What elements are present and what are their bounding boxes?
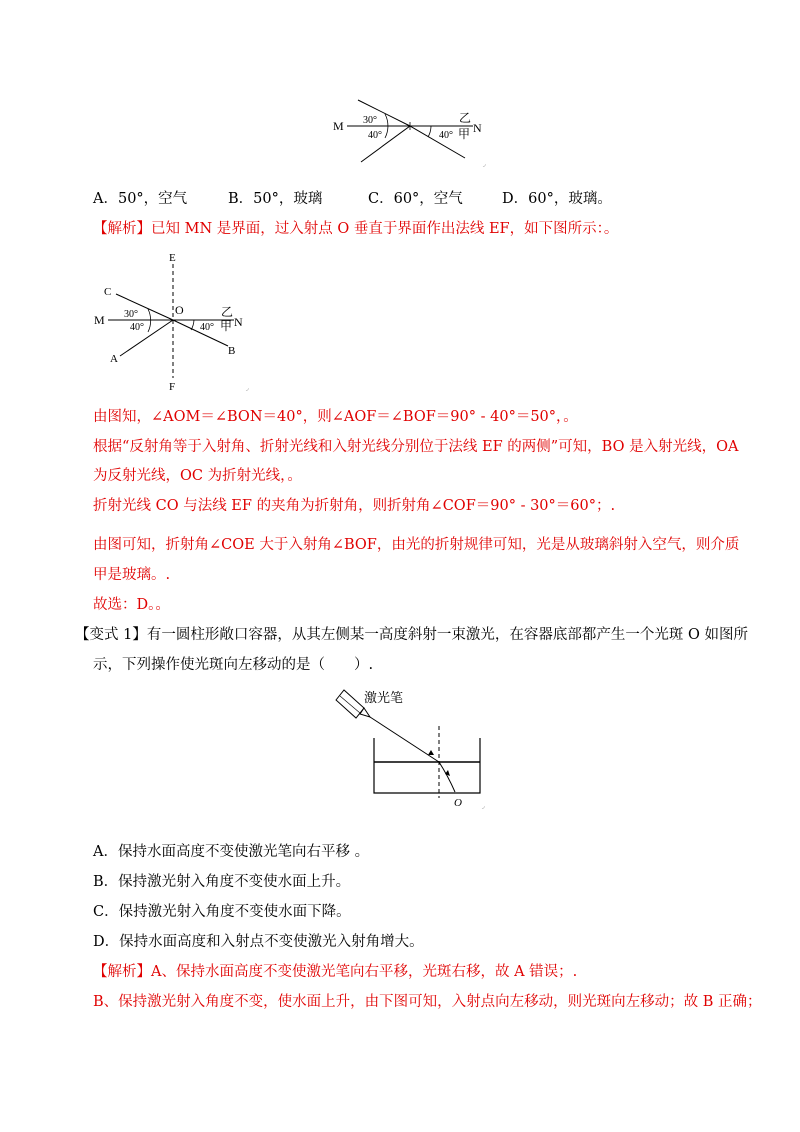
- analysis-line-3: 为反射光线，OC 为折射光线，。: [93, 468, 302, 484]
- analysis2-line-1: [93, 962, 577, 982]
- label-m: M: [94, 313, 105, 327]
- label-yi: 乙: [459, 111, 472, 125]
- refracted-beam: [439, 762, 455, 792]
- label-a: A: [110, 353, 118, 365]
- analysis-tag: 【解析】: [93, 221, 151, 237]
- beam-arrow: [428, 750, 434, 755]
- analysis-intro-text: 已知 MN 是界面，过入射点 O 垂直于界面作出法线 EF，如下图所示：。: [151, 221, 619, 237]
- angle-arc-right: [428, 126, 431, 137]
- label-jia: 甲: [220, 319, 233, 333]
- analysis-line-1: 由图知，∠AOM＝∠BON＝40°，则∠AOF＝∠BOF＝90° - 40°＝50°，。: [93, 409, 578, 425]
- label-40-right: 40°: [439, 130, 453, 141]
- analysis2-text-1: A、保持水面高度不变使激光笔向右平移，光斑右移，故 A 错误；.: [151, 964, 578, 980]
- figure-laser-container: [330, 688, 495, 813]
- variant-option-b[interactable]: B．保持激光射入角度不变使水面上升。: [93, 874, 351, 890]
- variant-option-c[interactable]: C．保持激光射入角度不变使水面下降。: [93, 904, 351, 920]
- option-d[interactable]: D．60°，玻璃。: [502, 191, 612, 207]
- analysis2-line-2: B、保持激光射入角度不变，使水面上升，由下图可知，入射点向左移动，则光斑向左移动；故 B 正确；: [93, 994, 762, 1010]
- analysis-line-2: 根据“反射角等于入射角、折射光线和入射光线分别位于法线 EF 的两侧”可知，BO 是入射光线，OA: [93, 439, 739, 455]
- label-30: 30°: [124, 309, 138, 320]
- label-yi: 乙: [221, 305, 234, 319]
- refracted-arrow: [445, 770, 450, 776]
- label-40-left: 40°: [130, 322, 144, 333]
- paragraph-mark: ◞: [246, 384, 249, 392]
- variant-option-a[interactable]: A．保持水面高度不变使激光笔向右平移 。: [93, 844, 370, 860]
- label-40-right: 40°: [200, 322, 214, 333]
- label-c: C: [104, 286, 112, 298]
- analysis2-tag: 【解析】: [93, 964, 151, 980]
- figure-refraction-1: [325, 92, 495, 170]
- ray-oa: [120, 320, 173, 356]
- label-n: N: [234, 315, 243, 329]
- label-e: E: [169, 252, 176, 264]
- label-jia: 甲: [458, 127, 471, 141]
- variant-text-1: 有一圆柱形敞口容器，从其左侧某一高度斜射一束激光，在容器底部都产生一个光斑 O 如图所: [146, 627, 748, 643]
- container-outline: [374, 738, 480, 793]
- analysis-line-6: 甲是玻璃。.: [93, 567, 171, 583]
- variant-option-d[interactable]: D．保持水面高度和入射点不变使激光入射角增大。: [93, 934, 424, 950]
- option-c[interactable]: C．60°，空气: [368, 191, 463, 207]
- analysis-intro: [93, 219, 618, 239]
- analysis-line-5: 由图可知，折射角∠COE 大于入射角∠BOF，由光的折射规律可知，光是从玻璃斜射入空气，则介质: [93, 537, 740, 553]
- label-40-left: 40°: [368, 130, 382, 141]
- label-o: O: [175, 303, 184, 317]
- label-f: F: [169, 381, 176, 393]
- figure-refraction-2: [88, 250, 258, 395]
- option-a[interactable]: A．50°，空气: [93, 191, 188, 207]
- label-n: N: [473, 121, 482, 135]
- laser-beam: [370, 717, 439, 762]
- variant-tag: 【变式 1】: [75, 627, 147, 643]
- label-b: B: [228, 345, 236, 357]
- label-m: M: [333, 119, 344, 133]
- variant-question-line-2: 示，下列操作使光斑向左移动的是（ ）.: [93, 657, 374, 673]
- paragraph-mark: ◞: [483, 160, 486, 168]
- ray-lower-right: [410, 126, 465, 158]
- analysis-line-7: 故选：D。。: [93, 597, 170, 613]
- question-options: [0, 189, 800, 209]
- label-laser-pen: 激光笔: [364, 690, 404, 705]
- label-o: O: [454, 797, 462, 809]
- label-30: 30°: [363, 115, 377, 126]
- angle-arc-right: [191, 320, 194, 330]
- variant-question-line-1: [75, 625, 748, 645]
- analysis-line-4: 折射光线 CO 与法线 EF 的夹角为折射角，则折射角∠COF＝90° - 30°＝60°；.: [93, 498, 616, 514]
- option-b[interactable]: B．50°，玻璃: [228, 191, 323, 207]
- paragraph-mark: ◞: [482, 802, 485, 810]
